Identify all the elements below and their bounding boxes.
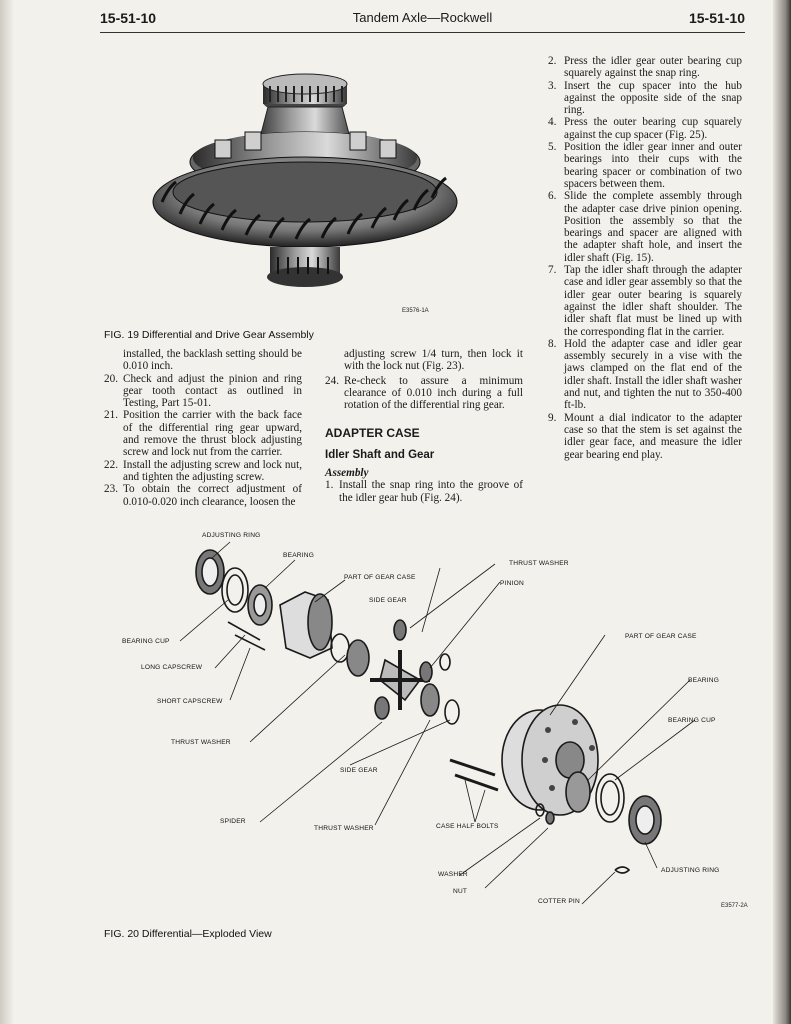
label-thrust-washer: THRUST WASHER [509,560,569,567]
label-bearing: BEARING [283,552,315,559]
right-column [544,55,742,461]
label-part-of-gear-case-right: PART OF GEAR CASE [625,633,697,640]
label-adjusting-ring: ADJUSTING RING [202,532,261,539]
label-long-capscrew: LONG CAPSCREW [141,664,203,671]
section-heading: ADAPTER CASE [325,426,420,441]
label-cotter-pin: COTTER PIN [538,898,580,905]
fig19-photo [150,62,480,322]
list-item: 1. Install the snap ring into the groove of the idler gear hub (Fig. 24). [325,479,523,504]
label-washer: WASHER [438,871,468,878]
list-item: 6. Slide the complete assembly through the adapter case drive pinion opening. Position the assembly so that the bearings and spacer are aligned with the adapter shaft hole, and insert the idler shaft (Fig. 15). [548,190,742,264]
continued-paragraph: adjusting screw 1/4 turn, then lock it with the lock nut (Fig. 23). [344,348,523,373]
page-gutter-shadow [0,0,14,1024]
page-header [100,10,745,30]
running-title: Tandem Axle—Rockwell [352,10,493,25]
fig20-exploded-view [100,530,765,920]
label-short-capscrew: SHORT CAPSCREW [157,698,223,705]
exploded-view-illustration [100,530,765,920]
differential-assembly-illustration [150,62,480,322]
label-bearing-cup: BEARING CUP [122,638,170,645]
list-item: 20. Check and adjust the pinion and ring gear tooth contact as outlined in Testing, Part 15-01. [104,372,302,410]
subsubsection-heading: Assembly [325,467,369,480]
label-nut: NUT [453,888,468,895]
fig20-caption: FIG. 20 Differential—Exploded View [104,928,272,940]
label-pinion: PINION [500,580,524,587]
list-item: 5. Position the idler gear inner and outer bearings into their cups with the bearing spacer or combination of two spacers between them. [548,141,742,190]
label-side-gear: SIDE GEAR [369,597,407,604]
label-bearing-right: BEARING [688,677,720,684]
list-item: 4. Press the outer bearing cup squarely against the cup spacer (Fig. 25). [548,116,742,141]
label-case-half-bolts: CASE HALF BOLTS [436,823,499,830]
label-part-of-gear-case: PART OF GEAR CASE [344,574,416,581]
list-item: 21. Position the carrier with the back face of the differential ring gear upward, and remove the thrust block adjusting screw and lock nut from the carrier. [104,409,302,459]
page-edge-shadow [773,0,791,1024]
fig19-image-id: E3576-1A [402,308,429,314]
list-item: 9. Mount a dial indicator to the adapter case so that the stem is set against the idler gear face, and measure the idler gear bearing end play. [548,411,742,461]
fig19-caption: FIG. 19 Differential and Drive Gear Assembly [104,329,314,341]
label-adjusting-ring-bottom: ADJUSTING RING [661,867,720,874]
page-number-left: 15-51-10 [100,10,157,26]
list-item: 22. Install the adjusting screw and lock nut, and tighten the adjusting screw. [104,458,302,483]
list-item: 23. To obtain the correct adjustment of 0.010-0.020 inch clearance, loosen the [104,483,302,508]
label-thrust-washer-bottom: THRUST WASHER [314,825,374,832]
page-number-right: 15-51-10 [688,10,745,26]
left-column [104,348,302,508]
label-thrust-washer-left: THRUST WASHER [171,739,231,746]
list-item: 7. Tap the idler shaft through the adapter case and idler gear assembly so that the idler gear outer bearing is squarely against the idler shaft shoulder. The idler shaft flat must be lined up with the corresponding flat in the carrier. [548,264,742,338]
continued-paragraph: installed, the backlash setting should be 0.010 inch. [123,348,302,373]
fig20-image-id: E3577-2A [721,903,748,909]
list-item: 2. Press the idler gear outer bearing cup squarely against the snap ring. [548,55,742,80]
label-spider: SPIDER [220,818,246,825]
header-rule [100,32,745,33]
label-side-gear-bottom: SIDE GEAR [340,767,378,774]
list-item: 8. Hold the adapter case and idler gear assembly securely in a vise with the jaws clamped on the flat end of the idler shaft. Install the idler shaft washer and nut, and tighten the nut to 350-400 ft-lb. [548,337,742,412]
subsection-heading: Idler Shaft and Gear [325,448,435,461]
list-item: 3. Insert the cup spacer into the hub against the opposite side of the snap ring. [548,79,742,117]
middle-column [325,348,523,504]
label-bearing-cup-right: BEARING CUP [668,717,716,724]
list-item: 24. Re-check to assure a minimum clearance of 0.010 inch during a full rotation of the differential ring gear. [325,374,523,412]
